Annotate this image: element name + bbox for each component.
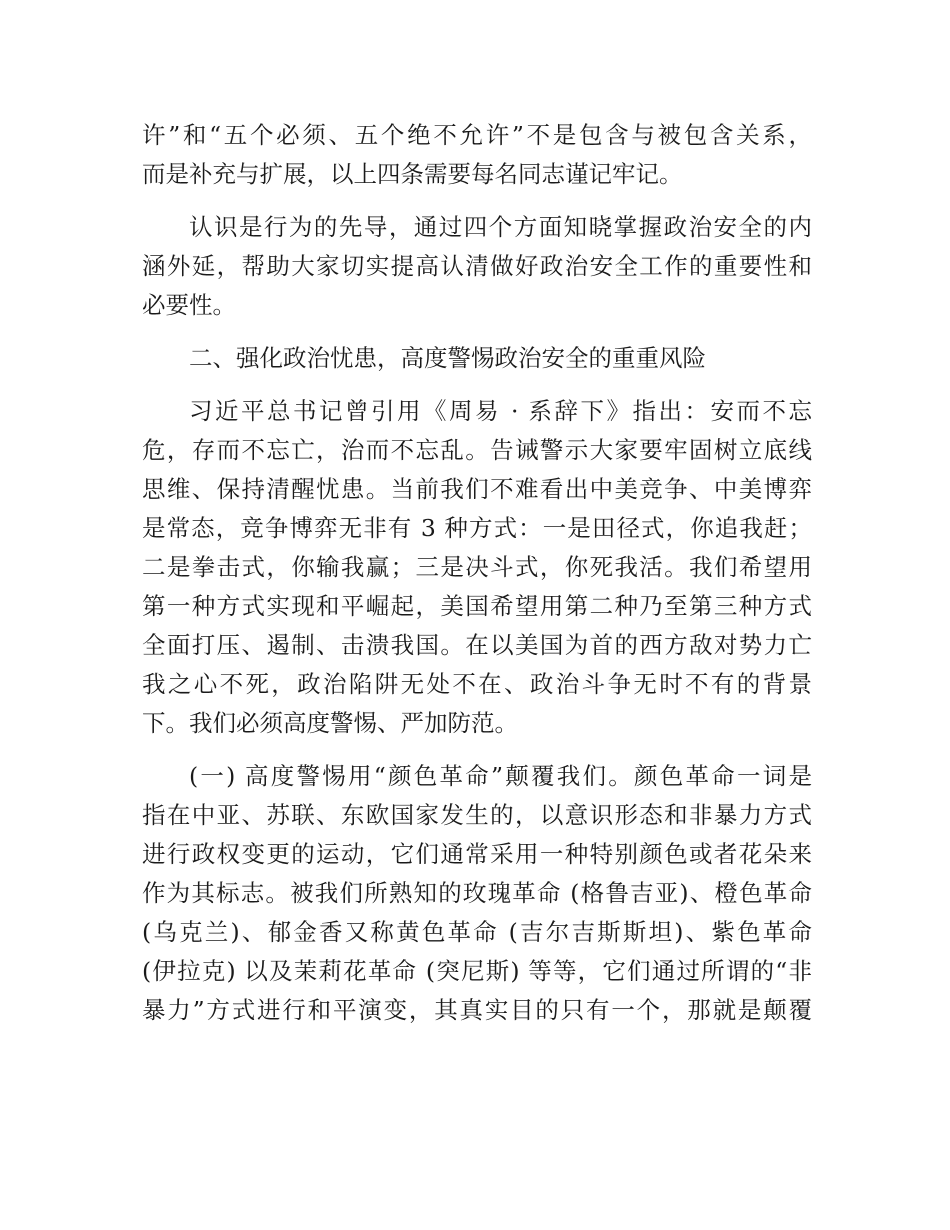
text-line: 下。我们必须高度警惕、严加防范。 [142,709,518,737]
paragraph-color-revolution [142,757,812,1030]
text-line: 作为其标志。被我们所熟知的玫瑰革命 (格鲁吉亚)、橙色革命 [142,879,812,907]
text-line: 二是拳击式，你输我赢；三是决斗式，你死我活。我们希望用 [142,553,812,581]
text-line: 涵外延，帮助大家切实提高认清做好政治安全工作的重要性和 [142,252,812,280]
text-line: 是常态，竞争博弈无非有 3 种方式：一是田径式，你追我赶； [142,514,812,542]
paragraph-political-risk [142,392,812,743]
document-page [142,116,812,1044]
text-line: 全面打压、遏制、击溃我国。在以美国为首的西方敌对势力亡 [142,631,812,659]
paragraph-continuation [142,116,812,194]
section-heading [142,339,812,378]
text-line: (乌克兰)、郁金香又称黄色革命 (吉尔吉斯斯坦)、紫色革命 [142,918,812,946]
text-line: 危，存而不忘亡，治而不忘乱。告诫警示大家要牢固树立底线 [142,436,812,464]
text-line: 许”和“五个必须、五个绝不允许”不是包含与被包含关系， [142,121,812,149]
text-line: 必要性。 [142,291,236,319]
heading-text: 二、强化政治忧患，高度警惕政治安全的重重风险 [189,344,706,372]
text-line: 第一种方式实现和平崛起，美国希望用第二种乃至第三种方式 [142,592,812,620]
text-line: 认识是行为的先导，通过四个方面知晓掌握政治安全的内 [189,213,812,241]
text-line: 暴力”方式进行和平演变，其真实目的只有一个，那就是颠覆 [142,996,812,1024]
text-line: 习近平总书记曾引用《周易 · 系辞下》指出：安而不忘 [189,397,812,425]
text-line: 我之心不死，政治陷阱无处不在、政治斗争无时不有的背景 [142,670,812,698]
text-line: 进行政权变更的运动，它们通常采用一种特别颜色或者花朵来 [142,840,812,868]
text-line: 而是补充与扩展，以上四条需要每名同志谨记牢记。 [142,160,683,188]
text-line: (伊拉克) 以及茉莉花革命 (突尼斯) 等等，它们通过所谓的“非 [142,957,812,985]
text-line: 思维、保持清醒忧患。当前我们不难看出中美竞争、中美博弈 [142,475,812,503]
paragraph-recognition [142,208,812,325]
text-line: (一) 高度警惕用“颜色革命”颠覆我们。颜色革命一词是 [189,762,812,790]
text-line: 指在中亚、苏联、东欧国家发生的，以意识形态和非暴力方式 [142,801,812,829]
